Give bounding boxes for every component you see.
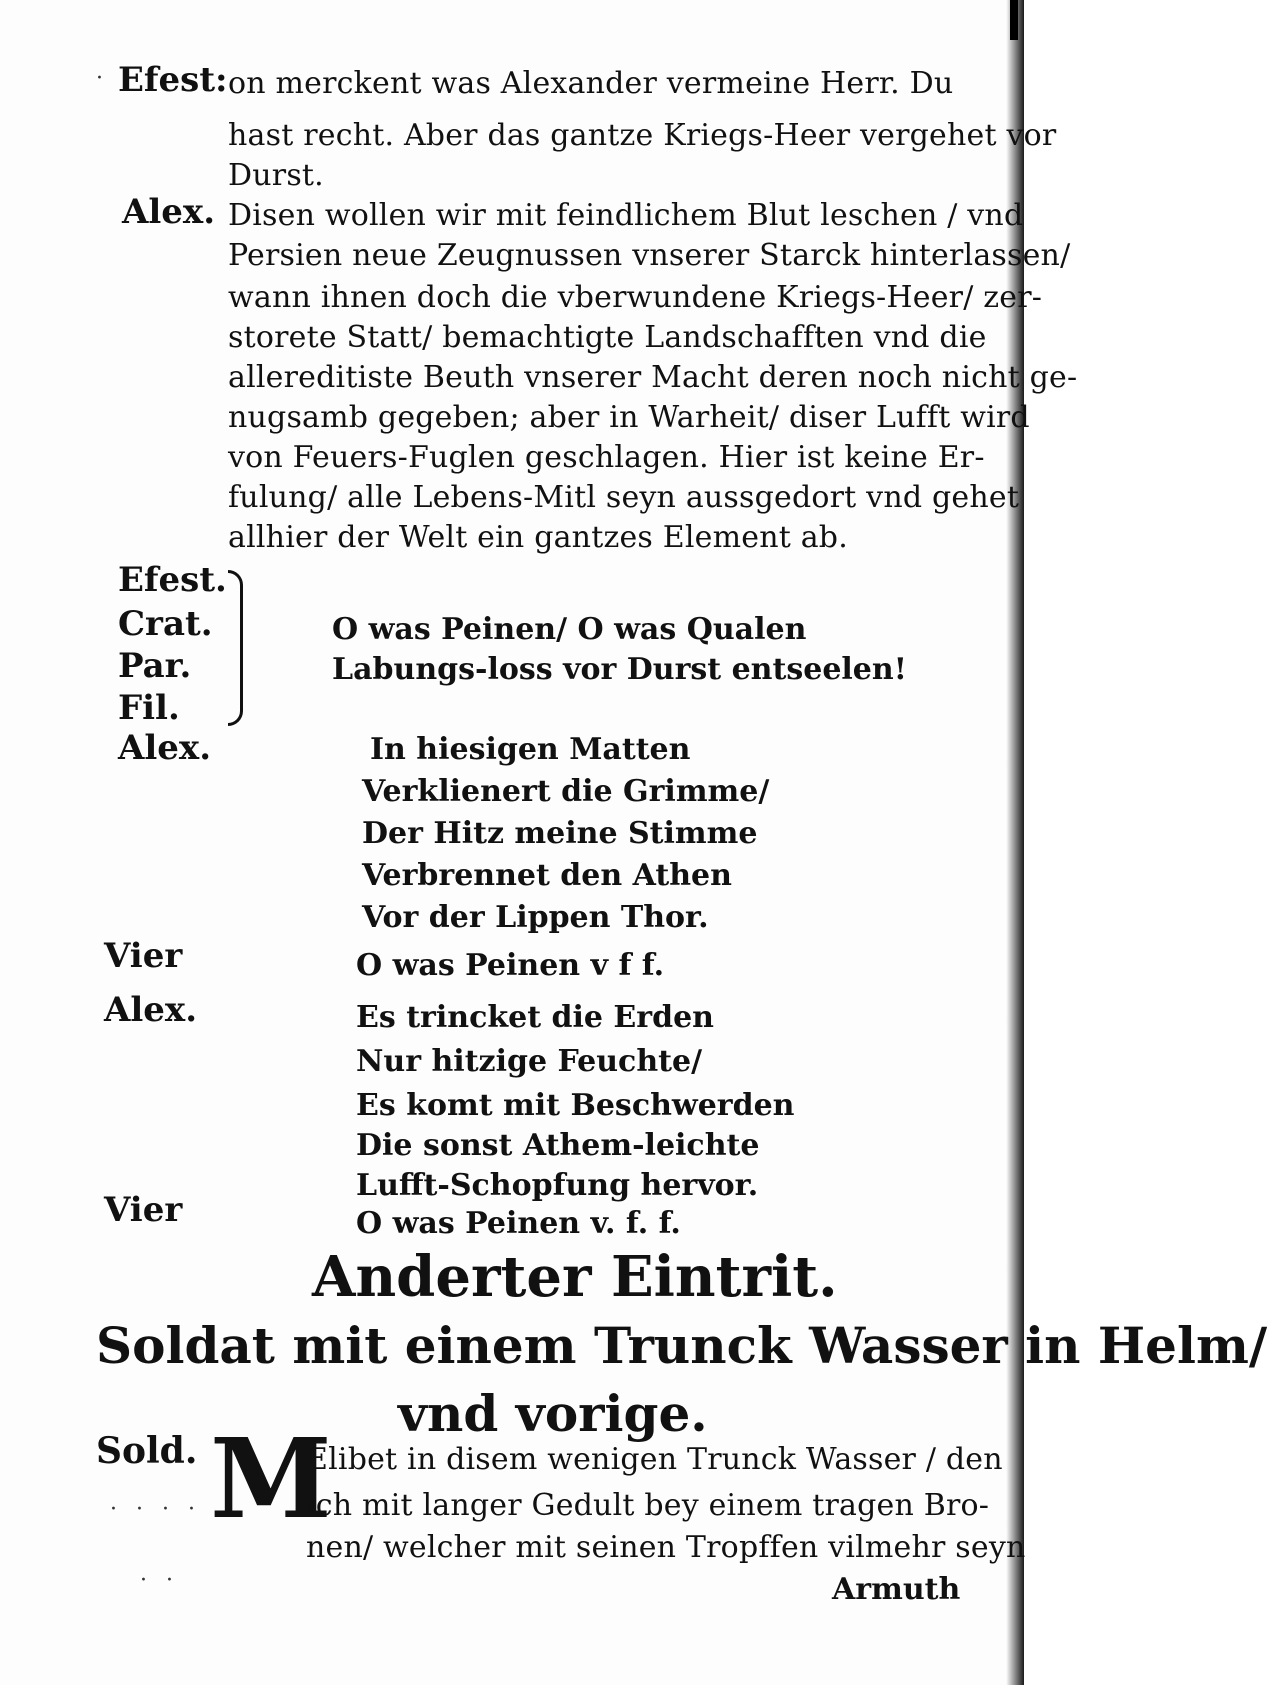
scene-subheading: vnd vorige.: [398, 1384, 708, 1443]
speaker-brace: [228, 570, 243, 726]
speaker-vier: Vier: [104, 936, 183, 976]
catchword: Armuth: [832, 1572, 961, 1607]
verse-line: Labungs-loss vor Durst entseelen!: [332, 652, 907, 687]
text-line: Durst.: [228, 158, 324, 193]
text-line: on merckent was Alexander vermeine Herr. Du: [228, 66, 954, 101]
print-mark: · · · ·: [110, 1497, 201, 1522]
speaker-sold: Sold.: [96, 1430, 198, 1472]
text-line: Persien neue Zeugnussen vnserer Starck hinterlassen/: [228, 238, 1071, 273]
text-line: allereditiste Beuth vnserer Macht deren noch nicht ge-: [228, 360, 1078, 395]
speaker-alex: Alex.: [122, 192, 216, 232]
speaker-alex: Alex.: [118, 728, 212, 768]
speaker-fil: Fil.: [118, 688, 180, 728]
scene-subheading: Soldat mit einem Trunck Wasser in Helm/: [96, 1316, 1267, 1375]
text-line: Elibet in disem wenigen Trunck Wasser / den: [306, 1442, 1003, 1477]
text-line: ich mit langer Gedult bey einem tragen Bro-: [306, 1488, 990, 1523]
text-line: wann ihnen doch die vberwundene Kriegs-Heer/ zer-: [228, 280, 1043, 315]
speaker-vier: Vier: [104, 1190, 183, 1230]
print-mark: · ·: [140, 1568, 179, 1593]
text-line: von Feuers-Fuglen geschlagen. Hier ist keine Er-: [228, 440, 985, 475]
text-line: nen/ welcher mit seinen Tropffen vilmehr seyn: [306, 1530, 1026, 1565]
text-line: hast recht. Aber das gantze Kriegs-Heer vergehet vor: [228, 118, 1057, 153]
verse-line: In hiesigen Matten: [370, 732, 691, 767]
text-line: storete Statt/ bemachtigte Landschafften vnd die: [228, 320, 987, 355]
speaker-efest: Efest.: [118, 560, 227, 600]
speaker-efest: Efest:: [118, 60, 228, 100]
text-line: nugsamb gegeben; aber in Warheit/ diser Lufft wird: [228, 400, 1030, 435]
verse-line: Der Hitz meine Stimme: [362, 816, 758, 851]
verse-line: Nur hitzige Feuchte/: [356, 1044, 703, 1079]
verse-line: Es trincket die Erden: [356, 1000, 714, 1035]
verse-line: Verklienert die Grimme/: [362, 774, 770, 809]
verse-line: Lufft-Schopfung hervor.: [356, 1168, 759, 1203]
speaker-alex: Alex.: [104, 990, 198, 1030]
verse-line: Verbrennet den Athen: [362, 858, 732, 893]
print-mark: ·: [96, 66, 109, 91]
speaker-par: Par.: [118, 646, 192, 686]
refrain-line: O was Peinen v. f. f.: [356, 1206, 681, 1241]
verse-line: O was Peinen/ O was Qualen: [332, 612, 807, 647]
refrain-line: O was Peinen v f f.: [356, 948, 665, 983]
text-line: Disen wollen wir mit feindlichem Blut leschen / vnd: [228, 198, 1024, 233]
verse-line: Es komt mit Beschwerden: [356, 1088, 795, 1123]
scene-heading: Anderter Eintrit.: [312, 1244, 838, 1310]
text-line: fulung/ alle Lebens-Mitl seyn aussgedort vnd gehet: [228, 480, 1020, 515]
verse-line: Vor der Lippen Thor.: [362, 900, 709, 935]
speaker-crat: Crat.: [118, 604, 213, 644]
text-line: allhier der Welt ein gantzes Element ab.: [228, 520, 848, 555]
verse-line: Die sonst Athem-leichte: [356, 1128, 760, 1163]
binding-mark: [1010, 0, 1018, 40]
drop-cap: M: [210, 1414, 332, 1543]
